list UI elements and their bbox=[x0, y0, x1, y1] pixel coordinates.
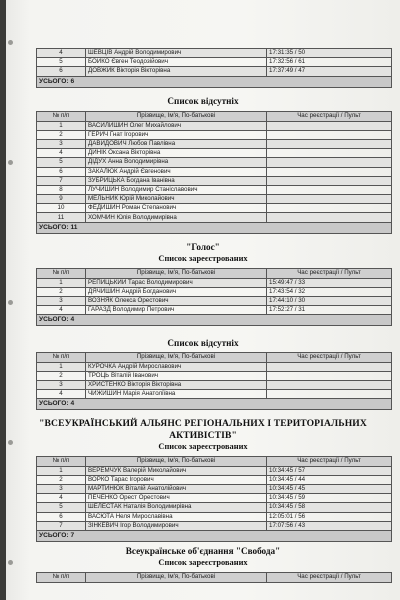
table-row bbox=[37, 306, 392, 315]
row-name: ВАСЮТА Неля Мирославівна bbox=[86, 512, 267, 521]
row-time: 10:34:45 / 59 bbox=[267, 494, 392, 503]
total-label: УСЬОГО: 7 bbox=[37, 530, 267, 541]
col-header-time: Час реєстрації / Пульт bbox=[267, 353, 392, 363]
table-row bbox=[37, 512, 392, 521]
row-name: ХОМЧИН Юлія Володимирівна bbox=[86, 213, 267, 222]
total-label: УСЬОГО: 4 bbox=[37, 315, 267, 326]
col-header-name: Прізвище, Ім'я, По-батькові bbox=[86, 573, 267, 583]
row-number: 1 bbox=[37, 121, 86, 130]
row-time bbox=[267, 362, 392, 371]
col-header-time: Час реєстрації / Пульт bbox=[267, 457, 392, 467]
row-name: ЗУБРИЦЬКА Богдана Іванівна bbox=[86, 176, 267, 185]
table-row bbox=[37, 494, 392, 503]
table-body-block0 bbox=[37, 49, 392, 88]
row-name: ЧИЖИШИН Марія Анатоліївна bbox=[86, 390, 267, 399]
row-time bbox=[267, 390, 392, 399]
row-number: 4 bbox=[37, 306, 86, 315]
total-row bbox=[37, 76, 392, 87]
registered-table-5 bbox=[36, 572, 392, 583]
table-row bbox=[37, 362, 392, 371]
table-row bbox=[37, 475, 392, 484]
registered-list-title-4: Список зареєстрованих bbox=[158, 442, 248, 451]
total-label: УСЬОГО: 4 bbox=[37, 399, 267, 410]
row-time bbox=[267, 158, 392, 167]
total-row bbox=[37, 315, 392, 326]
row-time bbox=[267, 121, 392, 130]
row-number: 5 bbox=[37, 503, 86, 512]
row-name: ТРОЦЬ Віталій Іванович bbox=[86, 371, 267, 380]
total-filler bbox=[267, 399, 392, 410]
row-number: 4 bbox=[37, 494, 86, 503]
faction-name-line2: АКТИВІСТІВ" bbox=[169, 430, 237, 441]
row-name: ВОРКО Тарас Ігорович bbox=[86, 475, 267, 484]
faction-name-holos: "Голос" bbox=[186, 242, 220, 252]
row-time bbox=[267, 185, 392, 194]
registered-table-4 bbox=[36, 456, 392, 542]
total-filler bbox=[267, 530, 392, 541]
row-name: ШЕЛЕСТАК Наталія Володимирівна bbox=[86, 503, 267, 512]
row-name: ДАВИДОВИЧ Любов Павлівна bbox=[86, 139, 267, 148]
row-number: 4 bbox=[37, 149, 86, 158]
table-row bbox=[37, 521, 392, 530]
row-time: 10:34:45 / 44 bbox=[267, 475, 392, 484]
row-name: ШЕВЦІВ Андрій Володимирович bbox=[86, 49, 267, 58]
row-time bbox=[267, 149, 392, 158]
row-time: 17:52:27 / 31 bbox=[267, 306, 392, 315]
row-number: 6 bbox=[37, 67, 86, 76]
row-number: 11 bbox=[37, 213, 86, 222]
row-name: ДЯЧИШИН Андрій Богданович bbox=[86, 287, 267, 296]
row-name: ДІДУХ Анна Володимирівна bbox=[86, 158, 267, 167]
total-filler bbox=[267, 76, 392, 87]
row-time bbox=[267, 176, 392, 185]
row-name: ПЕЧЕНКО Орест Орестович bbox=[86, 494, 267, 503]
col-header-name: Прізвище, Ім'я, По-батькові bbox=[86, 269, 267, 279]
table-row bbox=[37, 484, 392, 493]
registered-table-continued bbox=[36, 48, 392, 88]
total-row bbox=[37, 222, 392, 233]
table-row bbox=[37, 149, 392, 158]
col-header-name: Прізвище, Ім'я, По-батькові bbox=[86, 457, 267, 467]
col-header-num: № п/п bbox=[37, 269, 86, 279]
row-name: ЛУЧИШИН Володимир Станіславович bbox=[86, 185, 267, 194]
faction-name-line1: "ВСЕУКРАЇНСЬКИЙ АЛЬЯНС РЕГІОНАЛЬНИХ І ТЕРИТОРІАЛЬНИХ bbox=[39, 418, 367, 429]
table-row bbox=[37, 278, 392, 287]
row-number: 3 bbox=[37, 380, 86, 389]
table-row bbox=[37, 296, 392, 305]
registered-list-title-2: Список зареєстрованих bbox=[158, 254, 248, 263]
row-time bbox=[267, 195, 392, 204]
faction-name-svoboda: Всеукраїнське об'єднання "Свобода" bbox=[125, 546, 281, 556]
table-row bbox=[37, 195, 392, 204]
row-number: 2 bbox=[37, 287, 86, 296]
table-body-block3 bbox=[37, 362, 392, 410]
row-number: 1 bbox=[37, 278, 86, 287]
col-header-num: № п/п bbox=[37, 353, 86, 363]
total-label: УСЬОГО: 11 bbox=[37, 222, 267, 233]
table-row bbox=[37, 371, 392, 380]
total-label: УСЬОГО: 6 bbox=[37, 76, 267, 87]
table-body-block2 bbox=[37, 278, 392, 326]
total-row bbox=[37, 530, 392, 541]
table-row bbox=[37, 176, 392, 185]
table-row bbox=[37, 185, 392, 194]
row-number: 2 bbox=[37, 371, 86, 380]
row-number: 5 bbox=[37, 158, 86, 167]
total-row bbox=[37, 399, 392, 410]
row-name: КУРОЧКА Андрій Мирославович bbox=[86, 362, 267, 371]
row-name: МЕЛЬНИК Юрій Миколайович bbox=[86, 195, 267, 204]
col-header-num: № п/п bbox=[37, 457, 86, 467]
table-row bbox=[37, 390, 392, 399]
row-number: 5 bbox=[37, 58, 86, 67]
row-number: 1 bbox=[37, 362, 86, 371]
total-filler bbox=[267, 222, 392, 233]
table-row bbox=[37, 466, 392, 475]
row-name: ВАСИЛИШИН Олег Михайлович bbox=[86, 121, 267, 130]
absent-list-title-1: Список відсутніх bbox=[167, 96, 239, 106]
col-header-name: Прізвище, Ім'я, По-батькові bbox=[86, 112, 267, 122]
row-time bbox=[267, 139, 392, 148]
row-name: ЗАКАЛЮК Андрій Євгенович bbox=[86, 167, 267, 176]
total-filler bbox=[267, 315, 392, 326]
col-header-time: Час реєстрації / Пульт bbox=[267, 573, 392, 583]
row-number: 3 bbox=[37, 296, 86, 305]
row-number: 10 bbox=[37, 204, 86, 213]
col-header-time: Час реєстрації / Пульт bbox=[267, 112, 392, 122]
table-row bbox=[37, 121, 392, 130]
row-number: 1 bbox=[37, 466, 86, 475]
row-time bbox=[267, 204, 392, 213]
table-row bbox=[37, 158, 392, 167]
row-time: 15:49:47 / 33 bbox=[267, 278, 392, 287]
row-time: 10:34:45 / 57 bbox=[267, 466, 392, 475]
row-name: ВЕРЕМЧУК Валерій Миколайович bbox=[86, 466, 267, 475]
row-time bbox=[267, 371, 392, 380]
row-name: ДИНІК Оксана Вікторівна bbox=[86, 149, 267, 158]
row-number: 4 bbox=[37, 49, 86, 58]
table-row bbox=[37, 167, 392, 176]
row-time: 17:32:56 / 61 bbox=[267, 58, 392, 67]
table-row bbox=[37, 213, 392, 222]
row-time: 17:07:56 / 43 bbox=[267, 521, 392, 530]
row-number: 8 bbox=[37, 185, 86, 194]
row-time: 17:44:10 / 30 bbox=[267, 296, 392, 305]
row-number: 9 bbox=[37, 195, 86, 204]
row-time: 17:31:35 / 50 bbox=[267, 49, 392, 58]
col-header-num: № п/п bbox=[37, 573, 86, 583]
row-time: 12:05:01 / 56 bbox=[267, 512, 392, 521]
table-row bbox=[37, 139, 392, 148]
registered-list-title-5: Список зареєстрованих bbox=[158, 558, 248, 567]
row-time bbox=[267, 130, 392, 139]
row-name: ВОЗНЯК Олекса Орестович bbox=[86, 296, 267, 305]
row-number: 7 bbox=[37, 521, 86, 530]
row-number: 7 bbox=[37, 176, 86, 185]
col-header-num: № п/п bbox=[37, 112, 86, 122]
row-name: ХРИСТЕНКО Вікторія Вікторівна bbox=[86, 380, 267, 389]
row-name: МАРТИНЮК Віталій Анатолійович bbox=[86, 484, 267, 493]
row-number: 6 bbox=[37, 512, 86, 521]
row-time bbox=[267, 213, 392, 222]
registered-table-2 bbox=[36, 268, 392, 326]
absent-list-title-3: Список відсутніх bbox=[167, 338, 239, 348]
table-row bbox=[37, 130, 392, 139]
table-row bbox=[37, 287, 392, 296]
col-header-name: Прізвище, Ім'я, По-батькові bbox=[86, 353, 267, 363]
table-row bbox=[37, 58, 392, 67]
row-time bbox=[267, 167, 392, 176]
row-name: ДОВЖИК Вікторія Вікторівна bbox=[86, 67, 267, 76]
table-body-block1 bbox=[37, 121, 392, 233]
absent-table-3 bbox=[36, 352, 392, 410]
row-number: 3 bbox=[37, 484, 86, 493]
row-number: 2 bbox=[37, 130, 86, 139]
row-time bbox=[267, 380, 392, 389]
row-time: 17:37:49 / 47 bbox=[267, 67, 392, 76]
absent-table-1 bbox=[36, 111, 392, 234]
row-name: РЕПИЦЬКИЙ Тарас Володимирович bbox=[86, 278, 267, 287]
row-name: ГЕРИЧ Гнат Ігорович bbox=[86, 130, 267, 139]
row-time: 10:34:45 / 58 bbox=[267, 503, 392, 512]
row-name: БОЙКО Євген Теодозійович bbox=[86, 58, 267, 67]
row-time: 10:34:45 / 45 bbox=[267, 484, 392, 493]
row-name: ЗІНКЕВИЧ Ігор Володимирович bbox=[86, 521, 267, 530]
row-time: 17:43:54 / 32 bbox=[267, 287, 392, 296]
document-page bbox=[6, 0, 400, 600]
row-number: 2 bbox=[37, 475, 86, 484]
table-row bbox=[37, 49, 392, 58]
table-row bbox=[37, 380, 392, 389]
row-number: 3 bbox=[37, 139, 86, 148]
binder-holes bbox=[6, 0, 16, 600]
table-body-block4 bbox=[37, 466, 392, 541]
row-name: ФЕДИШИН Роман Степанович bbox=[86, 204, 267, 213]
table-row bbox=[37, 67, 392, 76]
row-name: ГАРАЗД Володимир Петрович bbox=[86, 306, 267, 315]
table-row bbox=[37, 204, 392, 213]
col-header-time: Час реєстрації / Пульт bbox=[267, 269, 392, 279]
table-row bbox=[37, 503, 392, 512]
row-number: 6 bbox=[37, 167, 86, 176]
row-number: 4 bbox=[37, 390, 86, 399]
